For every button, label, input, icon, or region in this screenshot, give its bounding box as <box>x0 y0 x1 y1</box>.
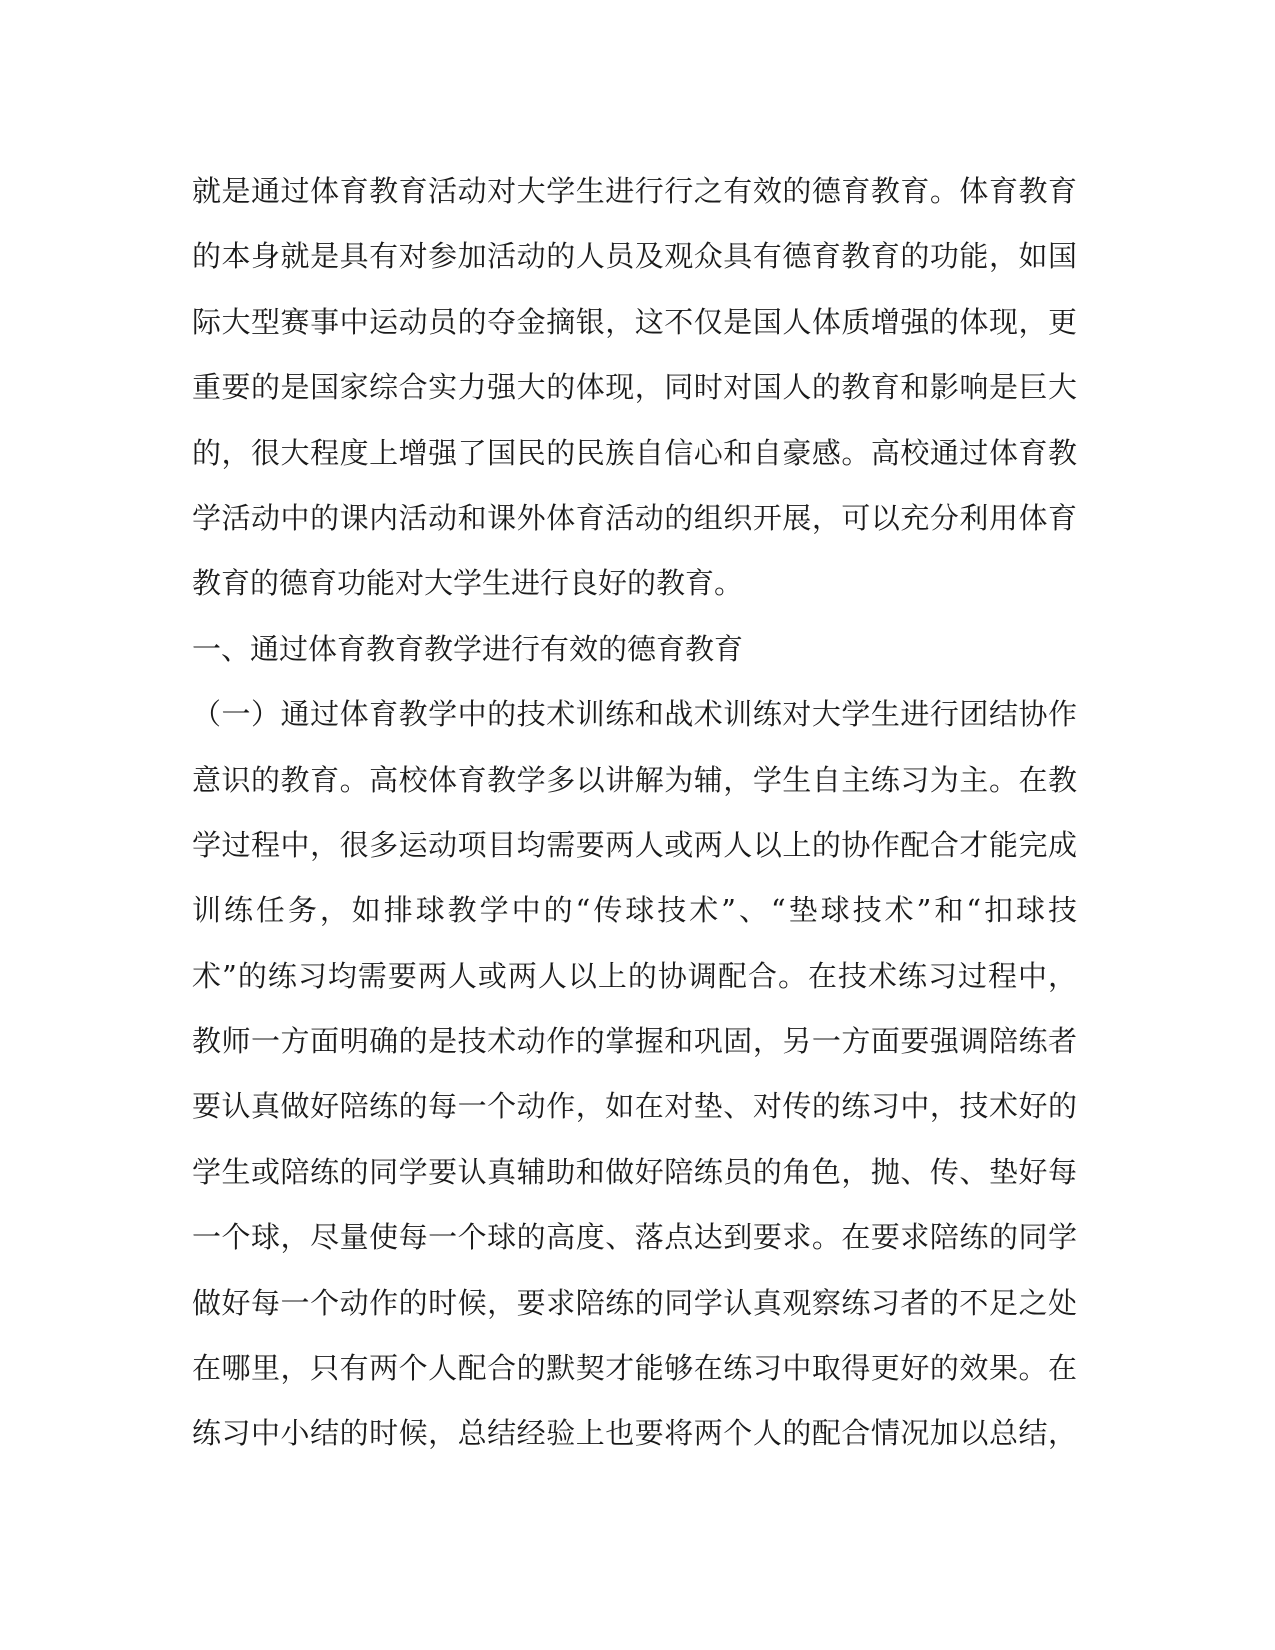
body-line: 要认真做好陪练的每一个动作，如在对垫、对传的练习中，技术好的 <box>192 1089 1077 1124</box>
body-line: 训练任务，如排球教学中的“传球技术”、“垫球技术”和“扣球技 <box>192 893 1077 928</box>
body-line: 际大型赛事中运动员的夺金摘银，这不仅是国人体质增强的体现，更 <box>192 304 1077 339</box>
body-line: 在哪里，只有两个人配合的默契才能够在练习中取得更好的效果。在 <box>192 1351 1077 1386</box>
body-line: 的，很大程度上增强了国民的民族自信心和自豪感。高校通过体育教 <box>192 435 1077 470</box>
body-line: 学活动中的课内活动和课外体育活动的组织开展，可以充分利用体育 <box>192 500 1077 535</box>
body-line: 术”的练习均需要两人或两人以上的协调配合。在技术练习过程中， <box>192 958 1077 993</box>
body-line: 意识的教育。高校体育教学多以讲解为辅，学生自主练习为主。在教 <box>192 762 1077 797</box>
paragraph-end-line: 教育的德育功能对大学生进行良好的教育。 <box>192 566 744 601</box>
body-line: 重要的是国家综合实力强大的体现，同时对国人的教育和影响是巨大 <box>192 370 1077 405</box>
body-line: 教师一方面明确的是技术动作的掌握和巩固，另一方面要强调陪练者 <box>192 1024 1077 1059</box>
body-line: 一个球，尽量使每一个球的高度、落点达到要求。在要求陪练的同学 <box>192 1220 1077 1255</box>
section-heading: 一、通过体育教育教学进行有效的德育教育 <box>192 631 744 666</box>
body-line: 学过程中，很多运动项目均需要两人或两人以上的协作配合才能完成 <box>192 827 1077 862</box>
document-body <box>192 159 1077 1467</box>
body-line: 做好每一个动作的时候，要求陪练的同学认真观察练习者的不足之处 <box>192 1285 1077 1320</box>
subsection-heading-line: （一）通过体育教学中的技术训练和战术训练对大学生进行团结协作 <box>192 697 1077 732</box>
body-line: 就是通过体育教育活动对大学生进行行之有效的德育教育。体育教育 <box>192 174 1077 208</box>
body-line: 的本身就是具有对参加活动的人员及观众具有德育教育的功能，如国 <box>192 239 1077 274</box>
body-line: 学生或陪练的同学要认真辅助和做好陪练员的角色，抛、传、垫好每 <box>192 1154 1077 1189</box>
body-line: 练习中小结的时候，总结经验上也要将两个人的配合情况加以总结， <box>192 1416 1077 1451</box>
